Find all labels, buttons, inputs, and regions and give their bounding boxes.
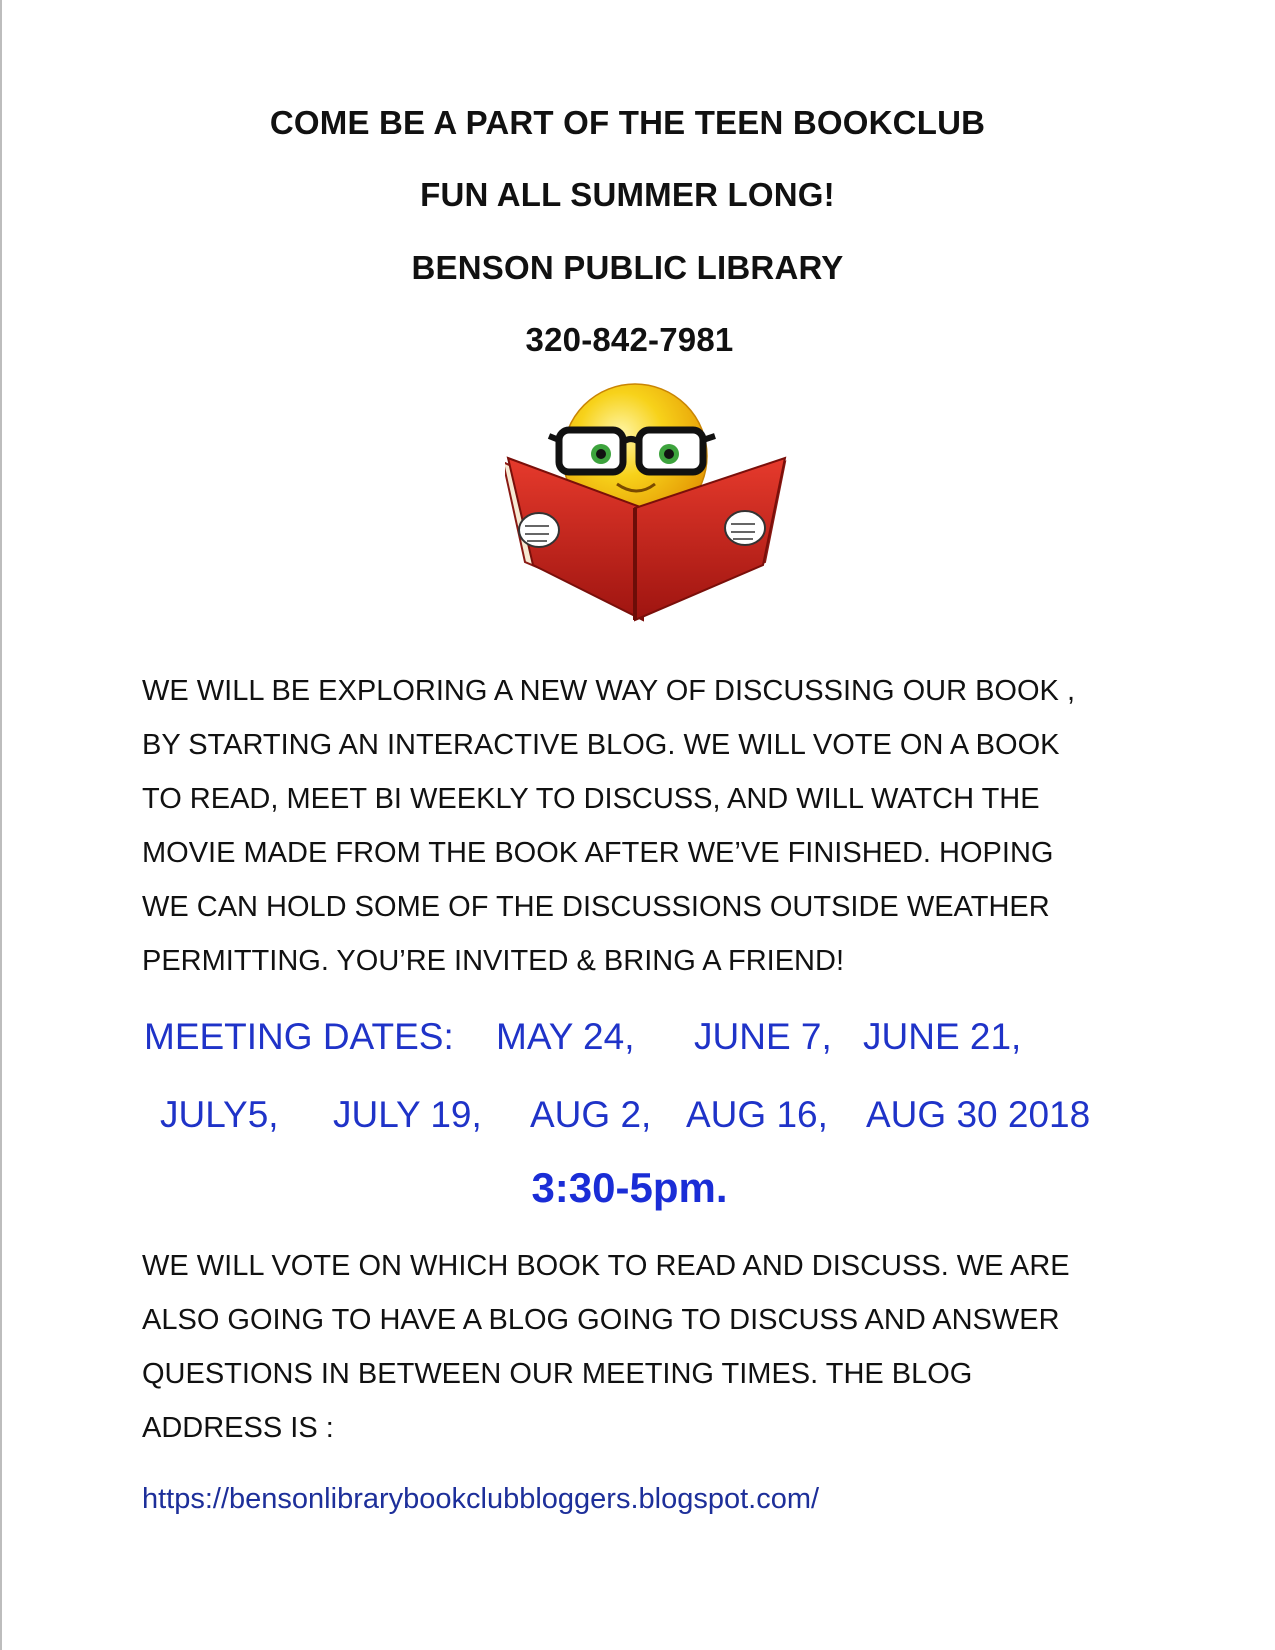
meeting-date: JULY5,: [160, 1094, 279, 1135]
intro-line: TO READ, MEET BI WEEKLY TO DISCUSS, AND WILL WATCH THE: [142, 783, 1040, 815]
intro-line: BY STARTING AN INTERACTIVE BLOG. WE WILL VOTE ON A BOOK: [142, 729, 1060, 761]
blog-url-link[interactable]: https://bensonlibrarybookclubbloggers.blogspot.com/: [142, 1483, 820, 1515]
intro-line: WE WILL BE EXPLORING A NEW WAY OF DISCUSSING OUR BOOK ,: [142, 675, 1075, 707]
library-name: BENSON PUBLIC LIBRARY: [411, 249, 844, 286]
meeting-date: MAY 24,: [496, 1016, 635, 1057]
reading-emoji-icon: [505, 380, 835, 635]
meeting-time: 3:30-5pm.: [531, 1164, 728, 1211]
meeting-date: JUNE 7,: [694, 1016, 832, 1057]
intro-line: WE CAN HOLD SOME OF THE DISCUSSIONS OUTSIDE WEATHER: [142, 891, 1050, 923]
closing-line: ADDRESS IS :: [142, 1412, 334, 1444]
meeting-date: AUG 30 2018: [866, 1094, 1091, 1135]
intro-line: PERMITTING. YOU’RE INVITED & BRING A FRIEND!: [142, 945, 845, 977]
intro-line: MOVIE MADE FROM THE BOOK AFTER WE’VE FINISHED. HOPING: [142, 837, 1054, 869]
closing-paragraph: [142, 1239, 1152, 1455]
closing-line: ALSO GOING TO HAVE A BLOG GOING TO DISCUSS AND ANSWER: [142, 1304, 1060, 1336]
library-phone: 320-842-7981: [525, 321, 734, 358]
intro-paragraph: [142, 664, 1152, 988]
meeting-date: AUG 16,: [686, 1094, 828, 1135]
hand-left-icon: [519, 513, 559, 547]
meeting-date: JULY 19,: [333, 1094, 482, 1135]
meeting-date: JUNE 21,: [863, 1016, 1022, 1057]
closing-line: QUESTIONS IN BETWEEN OUR MEETING TIMES. THE BLOG: [142, 1358, 973, 1390]
meeting-date: AUG 2,: [530, 1094, 652, 1135]
flyer-subtitle: FUN ALL SUMMER LONG!: [420, 176, 835, 213]
meeting-dates-label: MEETING DATES:: [144, 1016, 454, 1057]
closing-line: WE WILL VOTE ON WHICH BOOK TO READ AND DISCUSS. WE ARE: [142, 1250, 1070, 1282]
flyer-title: COME BE A PART OF THE TEEN BOOKCLUB: [269, 104, 986, 141]
hand-right-icon: [725, 511, 765, 545]
